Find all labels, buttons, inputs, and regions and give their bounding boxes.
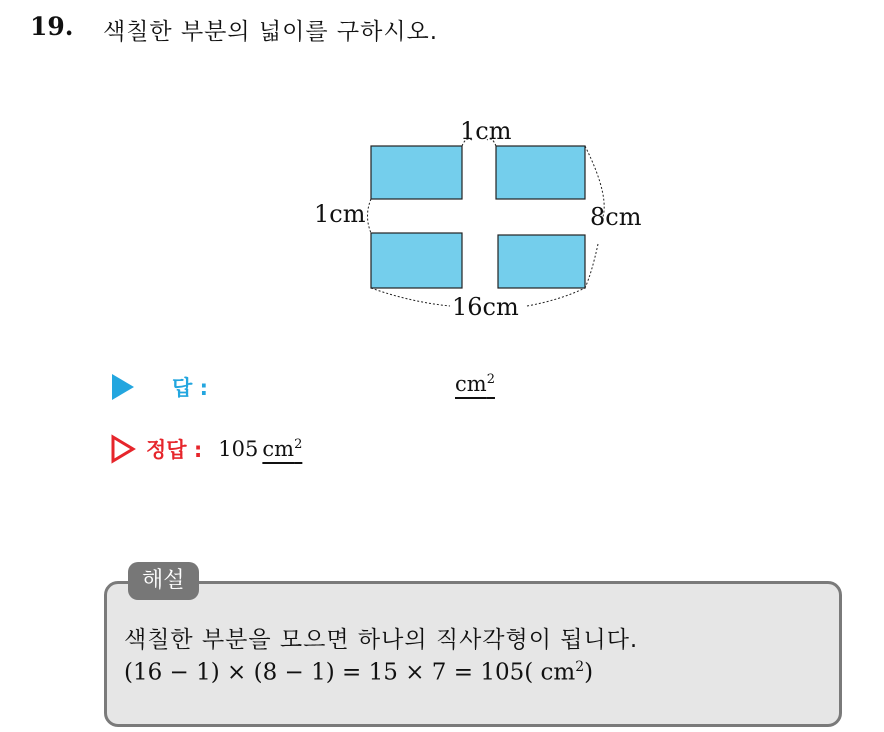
solution-box <box>104 581 842 727</box>
label-width: 16cm <box>452 293 519 321</box>
label-height: 8cm <box>590 203 642 231</box>
label-top-gap: 1cm <box>460 117 512 145</box>
correct-answer-row <box>110 434 302 464</box>
answer-row <box>110 372 495 402</box>
question-text: 색칠한 부분의 넓이를 구하시오. <box>103 19 439 45</box>
correct-answer-label: 정답 : <box>146 438 203 462</box>
play-triangle-icon <box>110 372 136 402</box>
dim-arc-left-gap <box>368 199 372 233</box>
shaded-rect-bottom-left <box>371 233 462 288</box>
solution-tag: 해설 <box>128 562 199 600</box>
label-left-gap: 1cm <box>314 200 366 228</box>
answer-label: 답 : <box>172 376 208 400</box>
correct-answer-unit: $cm^2$ <box>262 437 303 461</box>
shaded-rect-top-right <box>496 146 585 199</box>
correct-answer-value: 105 <box>218 437 259 461</box>
outline-triangle-icon <box>110 434 136 464</box>
question-number: 19. <box>30 12 74 41</box>
rectangle-figure <box>0 0 884 360</box>
shaded-rect-bottom-right <box>498 235 585 288</box>
solution-line-2: (16 − 1) × (8 − 1) = 15 × 7 = 105( $cm^2$) <box>124 659 594 686</box>
answer-unit: $cm^2$ <box>455 372 495 396</box>
solution-line-1: 색칠한 부분을 모으면 하나의 직사각형이 됩니다. <box>124 627 639 653</box>
shaded-rect-top-left <box>371 146 462 199</box>
